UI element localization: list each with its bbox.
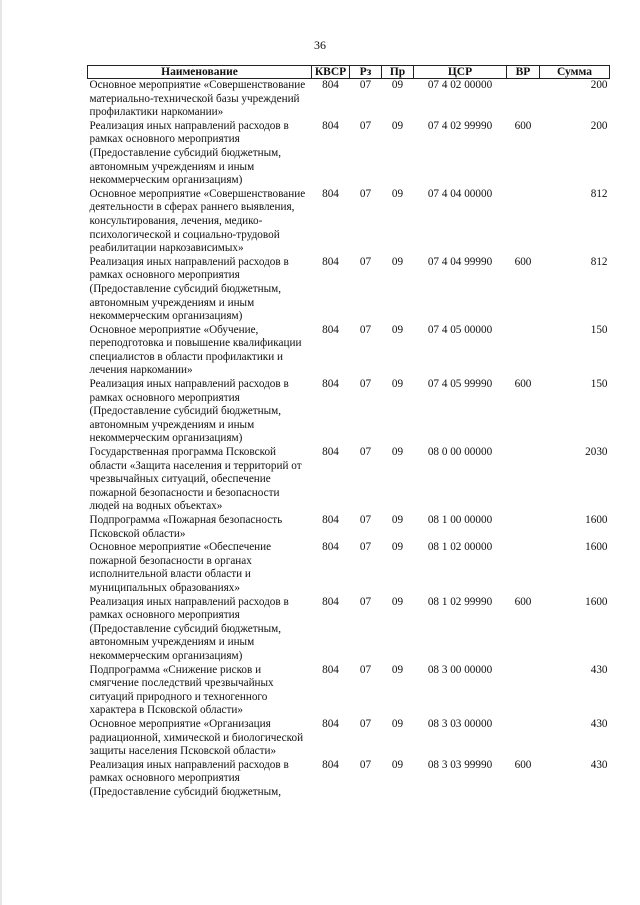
header-pr: Пр	[382, 66, 414, 79]
cell-kvsr: 804	[322, 255, 339, 268]
cell-name: Государственная программа Псковской области «Защита населения и территорий от чрезвычайных ситуаций, обеспечение пожарной безопасности и безопасности людей на водных объектах»	[89, 446, 302, 513]
cell-pr: 09	[391, 255, 404, 268]
budget-table	[87, 65, 610, 799]
cell-csr: 08 3 03 99990	[427, 758, 493, 771]
cell-kvsr: 804	[322, 378, 339, 391]
table-row	[88, 188, 610, 256]
cell-name: Реализация иных направлений расходов в рамках основного мероприятия (Предоставление субсидий бюджетным,	[89, 758, 289, 798]
cell-sum: 812	[590, 255, 608, 268]
table-row	[88, 79, 610, 120]
cell-vr	[507, 718, 540, 759]
cell-csr: 07 4 04 00000	[427, 187, 493, 200]
cell-sum: 150	[590, 323, 608, 336]
cell-vr: 600	[514, 758, 532, 771]
header-vr: ВР	[507, 66, 540, 79]
cell-sum: 200	[590, 79, 608, 91]
cell-csr: 07 4 05 99990	[427, 378, 493, 391]
header-sum: Сумма	[540, 66, 610, 79]
cell-rz: 07	[359, 717, 372, 730]
cell-csr: 08 1 00 00000	[427, 514, 493, 526]
cell-rz: 07	[359, 323, 372, 336]
cell-name: Основное мероприятие «Совершенствование деятельности в сферах раннего выявления, консультирования, лечения, медико-психологической и социально-трудовой реабилитации наркозависимых»	[89, 187, 306, 255]
cell-vr	[507, 514, 540, 541]
cell-name: Подпрограмма «Снижение рисков и смягчение последствий чрезвычайных ситуаций природного и техногенного характера в Псковской области»	[89, 663, 274, 717]
table-row	[88, 596, 610, 664]
cell-kvsr: 804	[322, 119, 339, 132]
cell-pr: 09	[391, 595, 404, 608]
cell-vr	[507, 541, 540, 595]
table-row	[88, 541, 610, 595]
table-row	[88, 664, 610, 718]
cell-vr	[507, 664, 540, 718]
cell-kvsr: 804	[322, 595, 339, 608]
table-row	[88, 120, 610, 188]
cell-rz: 07	[359, 79, 372, 91]
cell-pr: 09	[391, 323, 404, 336]
table-row	[88, 759, 610, 800]
cell-kvsr: 804	[322, 323, 339, 336]
cell-pr: 09	[391, 663, 404, 676]
cell-csr: 07 4 04 99990	[427, 255, 493, 268]
cell-name: Подпрограмма «Пожарная безопасность Псковской области»	[89, 514, 283, 540]
cell-vr: 600	[514, 255, 532, 268]
cell-sum: 1600	[585, 595, 608, 608]
table-row	[88, 446, 610, 514]
table-body	[88, 79, 610, 800]
cell-sum: 200	[590, 119, 608, 132]
cell-kvsr: 804	[322, 187, 339, 200]
header-rz: Рз	[350, 66, 382, 79]
table-header	[88, 66, 610, 79]
cell-csr: 07 4 02 99990	[427, 119, 493, 132]
cell-name: Реализация иных направлений расходов в рамках основного мероприятия (Предоставление субсидий бюджетным, автономным учреждениям и иным некоммерческим организациям)	[89, 255, 289, 323]
cell-kvsr: 804	[322, 79, 339, 91]
cell-pr: 09	[391, 541, 404, 554]
cell-rz: 07	[359, 255, 372, 268]
cell-name: Основное мероприятие «Организация радиационной, химической и биологической защиты населения Псковской области»	[89, 717, 304, 758]
cell-pr: 09	[391, 514, 404, 526]
cell-sum: 2030	[585, 446, 608, 459]
cell-rz: 07	[359, 663, 372, 676]
cell-rz: 07	[359, 514, 372, 526]
cell-kvsr: 804	[322, 758, 339, 771]
table-row	[88, 718, 610, 759]
cell-kvsr: 804	[322, 446, 339, 459]
cell-vr	[507, 324, 540, 378]
cell-pr: 09	[391, 378, 404, 391]
cell-csr: 07 4 02 00000	[427, 79, 493, 91]
cell-sum: 430	[590, 663, 608, 676]
cell-vr: 600	[514, 119, 532, 132]
cell-kvsr: 804	[322, 663, 339, 676]
cell-name: Реализация иных направлений расходов в рамках основного мероприятия (Предоставление субсидий бюджетным, автономным учреждениям и иным некоммерческим организациям)	[89, 378, 289, 445]
cell-pr: 09	[391, 79, 404, 91]
table-row	[88, 378, 610, 446]
cell-csr: 08 3 00 00000	[427, 663, 493, 676]
cell-name: Основное мероприятие «Обеспечение пожарной безопасности в органах исполнительной власти области и муниципальных образованиях»	[89, 541, 272, 594]
cell-rz: 07	[359, 595, 372, 608]
header-name: Наименование	[88, 66, 312, 79]
cell-csr: 08 0 00 00000	[427, 446, 493, 459]
cell-name: Основное мероприятие «Обучение, переподготовка и повышение квалификации специалистов в области профилактики и лечения наркомании»	[89, 323, 302, 377]
cell-sum: 812	[590, 187, 608, 200]
page-number: 36	[314, 38, 326, 52]
cell-csr: 08 1 02 99990	[427, 595, 493, 608]
cell-sum: 1600	[585, 514, 608, 526]
cell-sum: 150	[590, 378, 608, 391]
cell-csr: 07 4 05 00000	[427, 323, 493, 336]
cell-csr: 08 3 03 00000	[427, 717, 493, 730]
cell-vr: 600	[514, 378, 532, 391]
cell-pr: 09	[391, 119, 404, 132]
cell-vr	[507, 446, 540, 514]
cell-sum: 430	[590, 758, 608, 771]
cell-rz: 07	[359, 446, 372, 459]
cell-vr: 600	[514, 595, 532, 608]
cell-rz: 07	[359, 378, 372, 391]
cell-kvsr: 804	[322, 717, 339, 730]
header-kvsr: КВСР	[312, 66, 350, 79]
cell-rz: 07	[359, 187, 372, 200]
cell-name: Реализация иных направлений расходов в рамках основного мероприятия (Предоставление субсидий бюджетным, автономным учреждениям и иным некоммерческим организациям)	[89, 595, 289, 662]
cell-name: Основное мероприятие «Совершенствование материально-технической базы учреждений профилактики наркомании»	[89, 79, 306, 119]
cell-vr	[507, 79, 540, 120]
cell-kvsr: 804	[322, 514, 339, 526]
cell-vr	[507, 188, 540, 256]
table-row	[88, 256, 610, 324]
cell-sum: 430	[590, 717, 608, 730]
cell-pr: 09	[391, 758, 404, 771]
cell-kvsr: 804	[322, 541, 339, 554]
cell-pr: 09	[391, 446, 404, 459]
cell-rz: 07	[359, 758, 372, 771]
cell-rz: 07	[359, 541, 372, 554]
table-row	[88, 514, 610, 541]
table-row	[88, 324, 610, 378]
scan-edge	[0, 0, 2, 905]
cell-rz: 07	[359, 119, 372, 132]
cell-csr: 08 1 02 00000	[427, 541, 493, 554]
cell-sum: 1600	[585, 541, 608, 554]
cell-pr: 09	[391, 187, 404, 200]
cell-pr: 09	[391, 717, 404, 730]
header-csr: ЦСР	[414, 66, 507, 79]
cell-name: Реализация иных направлений расходов в рамках основного мероприятия (Предоставление субсидий бюджетным, автономным учреждениям и иным некоммерческим организациям)	[89, 119, 289, 187]
